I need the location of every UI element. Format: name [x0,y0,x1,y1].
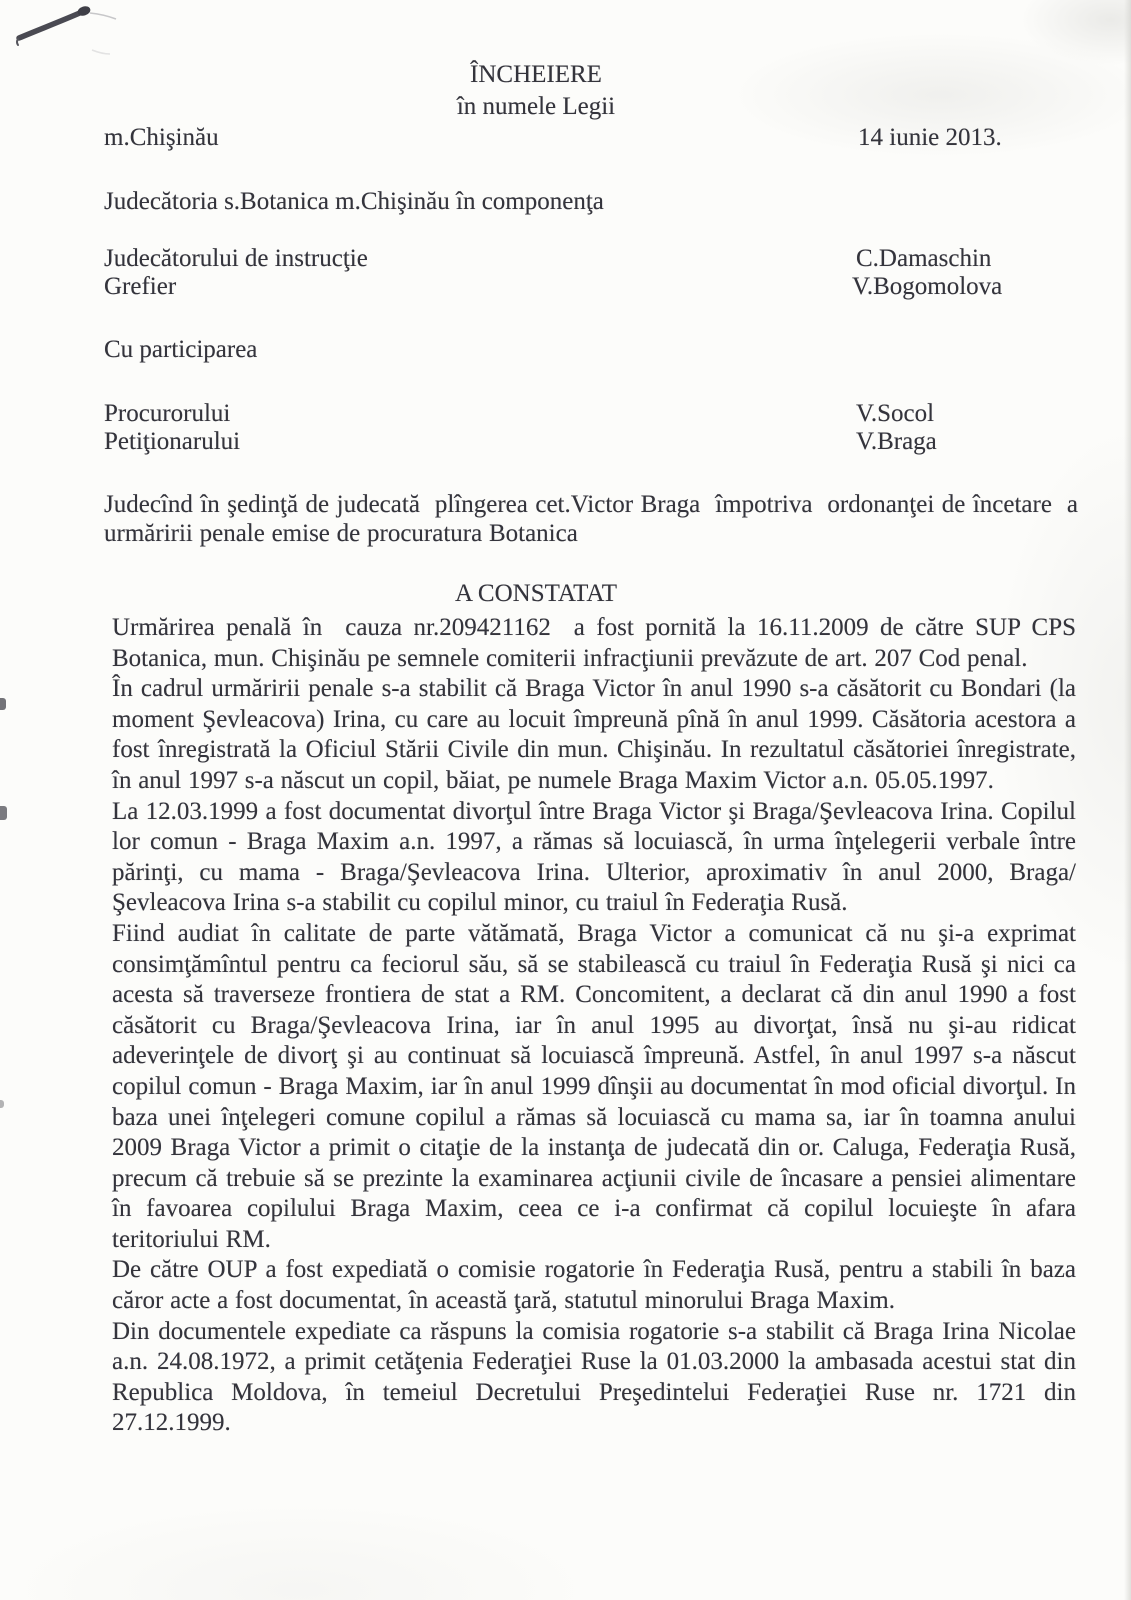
prosecutor-name: V.Socol [856,400,935,427]
prosecutor-role-label: Procurorului [104,400,231,427]
paragraph-2: În cadrul urmăririi penale s-a stabilit că Braga Victor în anul 1990 s-a căsătorit cu Bondari (la moment Şevleacova) Irina, cu care au locuit împreună pînă în anul 1999. Căsătoria acestora a fost înregistrată la Oficiul Stării Civile din mun. Chişinău. In rezultatul căsătoriei înregistrate, în anul 1997 s-a născut un copil, băiat, pe numele Braga Maxim Victor a.n. 05.05.1997. [112,675,1083,794]
paragraph-1: Urmărirea penală în cauza nr.209421162 a fost pornită la 16.11.2009 de către SUP CPS Botanica, mun. Chişinău pe semnele comiterii infracţiunii prevăzute de art. 207 Cod penal. [112,614,1083,672]
document-subtitle: în numele Legii [456,93,616,120]
clerk-name: V.Bogomolova [852,273,1003,300]
scan-artifact [0,806,7,820]
scan-edge-shadow [1124,0,1131,1600]
court-composition-text: Judecătoria s.Botanica m.Chişinău în componenţa [104,188,604,215]
paragraph-4: Fiind audiat în calitate de parte vătămată, Braga Victor a comunicat că nu şi-a exprimat consimţămîntul pentru ca feciorul său, să se stabilească cu traiul în Federaţia Rusă şi nici ca acesta să traverseze frontiera de stat a RM. Concomitent, a declarat că din anul 1990 a fost căsătorit cu Braga/Şevleacova Irina, iar în anul 1995 au divorţat, însă nu şi-au ridicat adeverinţele de divorţ şi au continuat să locuiască împreună. Astfel, în anul 1997 s-a născut copilul comun - Braga Maxim, iar în anul 1999 dînşii au documentat în mod oficial divorţul. In baza unei înţelegeri comune copilul a rămas să locuiască cu mama sa, iar în toamna anului 2009 Braga Victor a primit o citaţie de la instanţa de judecată din or. Caluga, Federaţia Rusă, precum că trebuie să se prezinte la examinarea acţiunii civile de încasare a pensiei alimentare în favoarea copilului Braga Maxim, ceea ce i-a confirmat că copilul locuieşte în afara teritoriului RM. [112,919,1083,1253]
city-label: m.Chişinău [104,124,219,151]
clerk-role-label: Grefier [104,273,177,300]
panel-row-judge [0,244,1131,274]
participant-row-prosecutor [0,399,1131,429]
date-label: 14 iunie 2013. [858,124,1002,151]
participation-row [0,335,1131,365]
scan-artifact [0,1100,4,1108]
judge-name: C.Damaschin [856,245,992,272]
court-composition-row [0,187,1131,217]
paragraph-3: La 12.03.1999 a fost documentat divorţul între Braga Victor şi Braga/Şevleacova Irina. Copilul lor comun - Braga Maxim a.n. 1997, a rămas să locuiască, în urma înţelegerii verbale între părinţi, cu mama - Braga/Şevleacova Irina. Ulterior, aproximativ în anul 2000, Braga/Şevleacova Irina s-a stabilit cu copilul minor, cu traiul în Federaţia Rusă. [112,797,1083,917]
judge-role-label: Judecătorului de instrucţie [104,245,368,272]
panel-row-clerk [0,272,1131,302]
paragraph-5: De către OUP a fost expediată o comisie rogatorie în Federaţia Rusă, pentru a stabili în baza căror acte a fost documentat, în această ţară, statutul minorului Braga Maxim. [112,1256,1083,1315]
case-intro-paragraph: Judecînd în şedinţă de judecată plîngerea cet.Victor Braga împotriva ordonanţei de încetare a urmăririi penale emise de procuratura Botanica [104,491,1085,547]
participation-label: Cu participarea [104,336,258,363]
participant-row-petitioner [0,427,1131,457]
pen-mark [8,2,138,62]
paragraph-6: Din documentele expediate ca răspuns la comisia rogatorie s-a stabilit că Braga Irina Nicolae a.n. 24.08.1972, a primit cetăţenia Federaţiei Ruse la 01.03.2000 la ambasada acestui stat din Republica Moldova, în temeiul Decretului Preşedintelui Federaţiei Ruse nr. 1721 din 27.12.1999. [112,1317,1083,1437]
findings-body [112,613,1083,1439]
constatat-heading: A CONSTATAT [455,580,617,607]
petitioner-name: V.Braga [856,428,937,455]
city-date-row [0,123,1131,153]
document-title: ÎNCHEIERE [470,61,602,88]
scan-artifact [0,698,6,710]
petitioner-role-label: Petiţionarului [104,428,241,455]
